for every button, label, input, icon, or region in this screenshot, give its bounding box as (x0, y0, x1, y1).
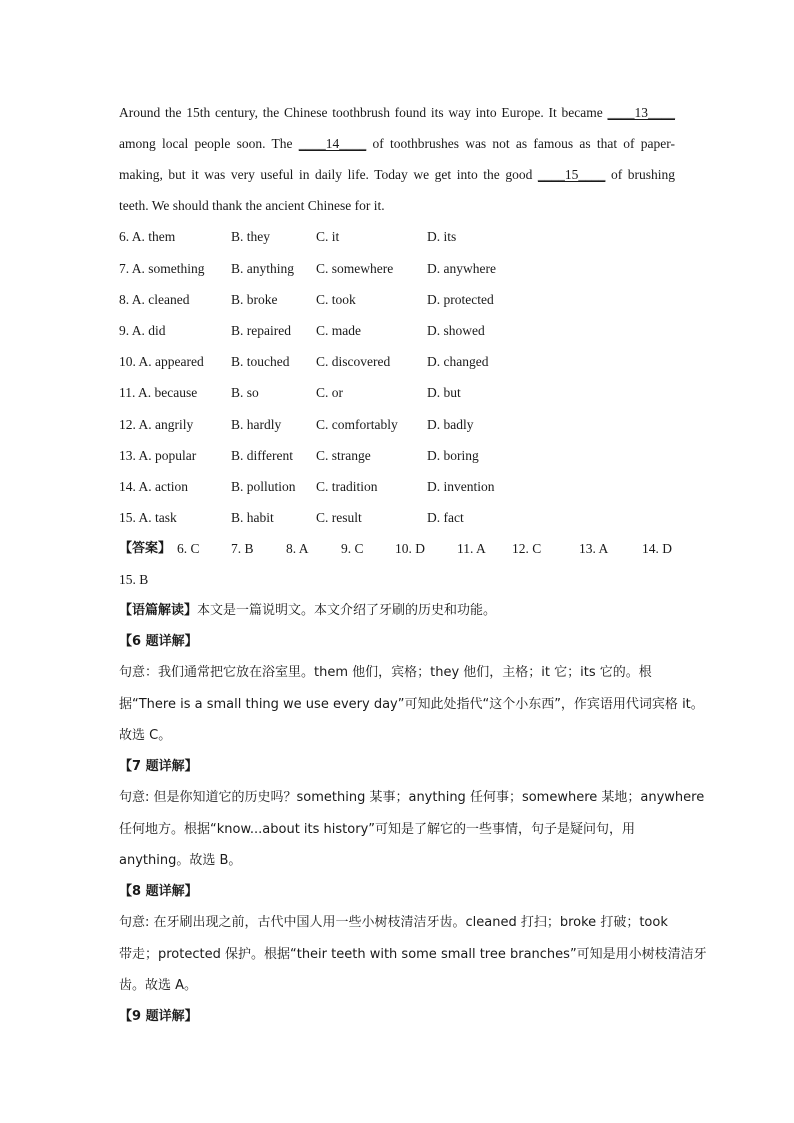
passage-line-3 (119, 167, 675, 183)
option-c: C. it (316, 229, 340, 244)
option-a: 6. A. them (119, 229, 176, 244)
option-b: B. habit (231, 510, 274, 525)
q7-line-2: 任何地方。根据“know...about its history”可知是了解它的一些事情，句子是疑问句，用 (119, 822, 635, 837)
answer-item: 12. C (512, 541, 542, 556)
option-d: D. boring (427, 448, 479, 463)
option-c: C. took (316, 292, 356, 307)
q8-heading: 【8 题详解】 (119, 884, 198, 899)
option-b: B. broke (231, 292, 278, 307)
analysis-text: 本文是一篇说明文。本文介绍了牙刷的历史和功能。 (197, 603, 497, 618)
option-b: B. repaired (231, 323, 291, 338)
option-c: C. or (316, 385, 343, 400)
option-a: 12. A. angrily (119, 417, 194, 432)
option-d: D. but (427, 385, 461, 400)
answer-item: 9. C (341, 541, 364, 556)
q6-line-1: 句意：我们通常把它放在浴室里。them 他们，宾格；they 他们，主格；it 它；its 它的。根 (119, 665, 652, 680)
option-c: C. somewhere (316, 261, 394, 276)
blank-14: ____14____ (298, 136, 367, 151)
option-d: D. its (427, 229, 457, 244)
q7-line-1: 句意: 但是你知道它的历史吗？something 某事；anything 任何事；somewhere 某地；anywhere (119, 790, 705, 805)
blank-15: ____15____ (537, 167, 606, 182)
passage-text: making, but it was very useful in daily life. Today we get into the good (119, 167, 533, 182)
answer-item: 11. A (457, 541, 486, 556)
option-d: D. badly (427, 417, 474, 432)
option-c: C. tradition (316, 479, 378, 494)
passage-text: of brushing (610, 167, 676, 182)
option-d: D. changed (427, 354, 489, 369)
q7-line-3: anything。故选 B。 (119, 853, 242, 868)
option-a: 7. A. something (119, 261, 205, 276)
q6-heading: 【6 题详解】 (119, 634, 198, 649)
option-a: 8. A. cleaned (119, 292, 190, 307)
option-c: C. comfortably (316, 417, 398, 432)
option-b: B. pollution (231, 479, 296, 494)
option-d: D. showed (427, 323, 485, 338)
option-b: B. anything (231, 261, 294, 276)
option-b: B. different (231, 448, 293, 463)
answer-item: 14. D (642, 541, 672, 556)
answer-label: 【答案】 (119, 541, 172, 556)
option-b: B. hardly (231, 417, 282, 432)
option-c: C. strange (316, 448, 371, 463)
option-a: 11. A. because (119, 385, 198, 400)
blank-13: ____13____ (607, 105, 675, 120)
option-a: 15. A. task (119, 510, 177, 525)
option-d: D. fact (427, 510, 464, 525)
answer-last: 15. B (119, 572, 149, 587)
option-a: 13. A. popular (119, 448, 197, 463)
option-d: D. protected (427, 292, 494, 307)
answer-item: 6. C (177, 541, 200, 556)
q8-line-2: 带走；protected 保护。根据“their teeth with some small tree branches”可知是用小树枝清洁牙 (119, 947, 707, 962)
q8-line-1: 句意: 在牙刷出现之前，古代中国人用一些小树枝清洁牙齿。cleaned 打扫；broke 打破；took (119, 915, 668, 930)
option-d: D. anywhere (427, 261, 496, 276)
passage-text: Around the 15th century, the Chinese toothbrush found its way into Europe. It became (119, 105, 603, 120)
q6-line-3: 故选 C。 (119, 728, 172, 743)
passage-line-4: teeth. We should thank the ancient Chinese for it. (119, 198, 385, 213)
analysis-heading: 【语篇解读】 (119, 603, 198, 618)
q6-line-2: 据“There is a small thing we use every day”可知此处指代“这个小东西”，作宾语用代词宾格 it。 (119, 697, 704, 712)
option-b: B. they (231, 229, 270, 244)
answer-item: 10. D (395, 541, 425, 556)
passage-line-2 (119, 136, 675, 152)
analysis-line (119, 603, 496, 619)
q8-line-3: 齿。故选 A。 (119, 978, 198, 993)
q7-heading: 【7 题详解】 (119, 759, 198, 774)
option-d: D. invention (427, 479, 495, 494)
passage-text: among local people soon. The (119, 136, 293, 151)
option-b: B. touched (231, 354, 290, 369)
option-c: C. discovered (316, 354, 391, 369)
passage-text: of toothbrushes was not as famous as that of paper- (372, 136, 675, 151)
option-c: C. result (316, 510, 362, 525)
answer-item: 13. A (579, 541, 609, 556)
answer-item: 8. A (286, 541, 309, 556)
passage-line-1 (119, 105, 675, 121)
answer-item: 7. B (231, 541, 254, 556)
option-a: 10. A. appeared (119, 354, 204, 369)
option-b: B. so (231, 385, 259, 400)
option-a: 9. A. did (119, 323, 166, 338)
option-c: C. made (316, 323, 361, 338)
option-a: 14. A. action (119, 479, 188, 494)
q9-heading: 【9 题详解】 (119, 1009, 198, 1024)
